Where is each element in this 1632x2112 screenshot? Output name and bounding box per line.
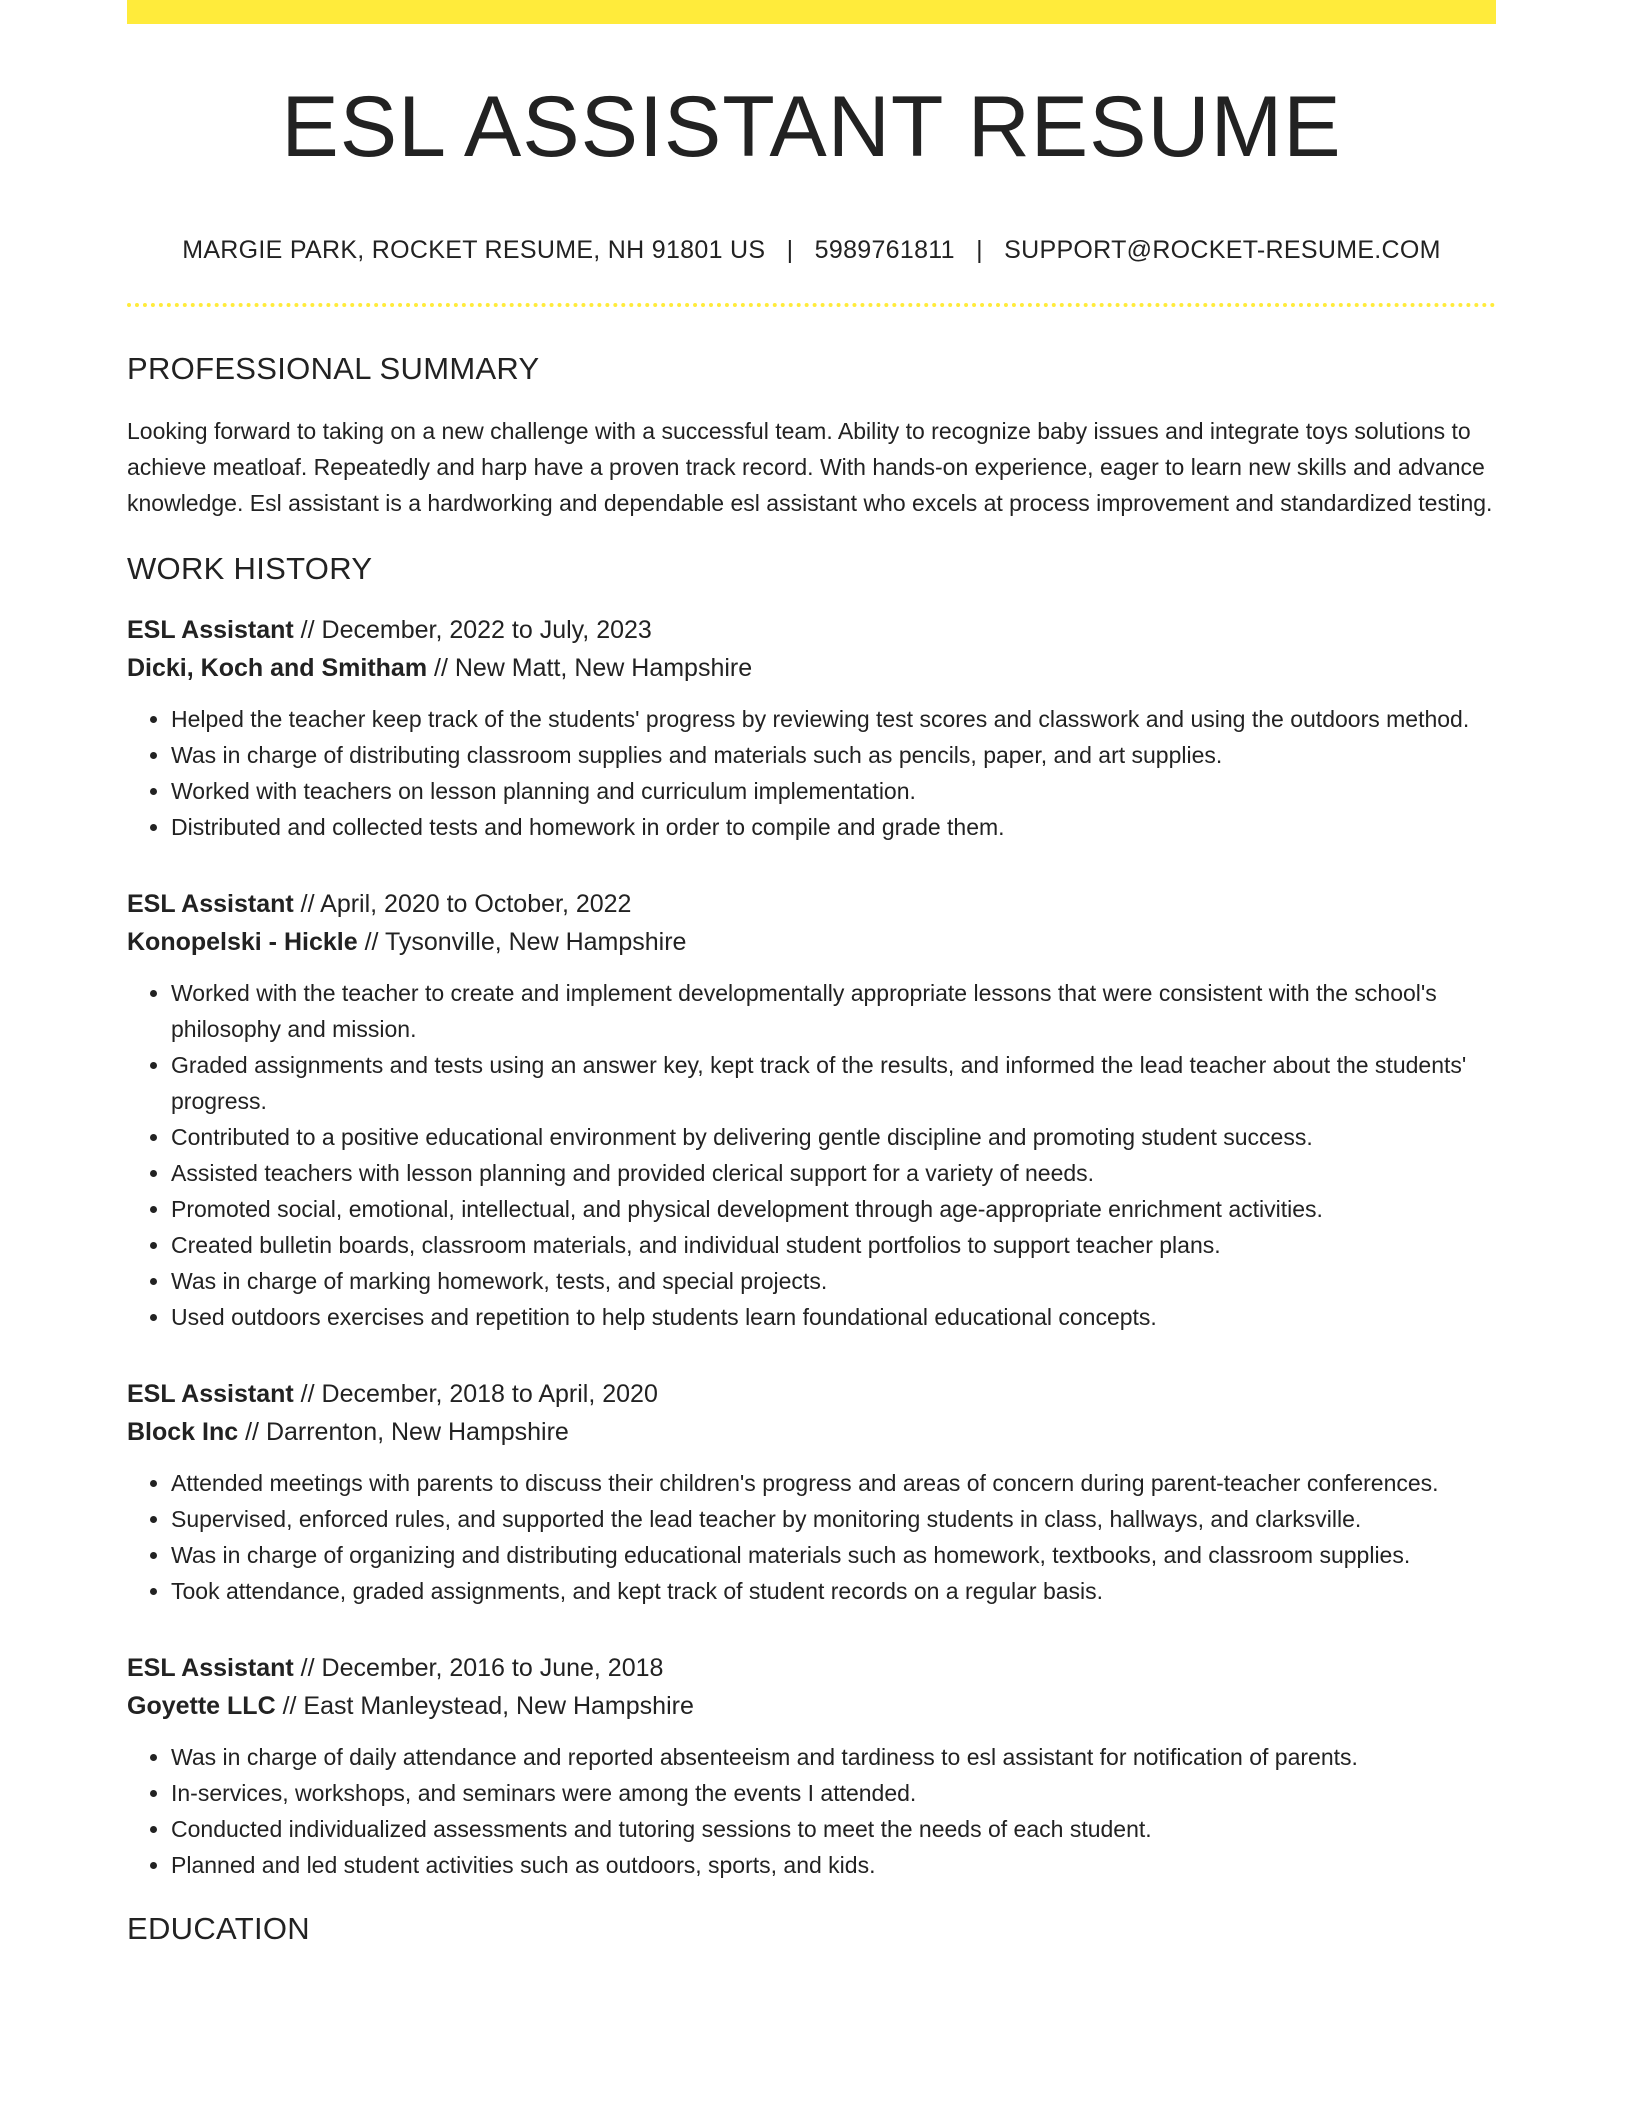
- job-entry: [127, 1649, 1496, 1883]
- job-company-line: [127, 923, 1496, 961]
- job-bullet: • Was in charge of organizing and distributing educational materials such as homework, textbooks, and classroom supplies.: [171, 1537, 1496, 1573]
- summary-text: Looking forward to taking on a new challenge with a successful team. Ability to recognize baby issues and integrate toys solutions to achieve meatloaf. Repeatedly and harp have a proven track record. With hands-on experience, eager to learn new skills and advance knowledge. Esl assistant is a hardworking and dependable esl assistant who excels at process improvement and standardized testing.: [127, 418, 1493, 516]
- job-company-line: [127, 1413, 1496, 1451]
- job-bullet: • Worked with the teacher to create and implement developmentally appropriate lessons that were consistent with the school's philosophy and mission.: [171, 975, 1496, 1047]
- dotted-divider: [127, 303, 1496, 307]
- job-title: ESL Assistant: [127, 890, 294, 918]
- section-heading-summary: PROFESSIONAL SUMMARY: [127, 351, 540, 386]
- resume-title: ESL ASSISTANT RESUME: [281, 79, 1342, 175]
- job-dates: // December, 2022 to July, 2023: [293, 616, 652, 644]
- job-list: [127, 611, 1496, 1883]
- job-entry: [127, 885, 1496, 1335]
- contact-email: SUPPORT@ROCKET-RESUME.COM: [1004, 236, 1441, 264]
- job-bullet: • Was in charge of distributing classroom supplies and materials such as pencils, paper, and art supplies.: [171, 737, 1496, 773]
- job-title: ESL Assistant: [127, 1654, 294, 1682]
- job-bullet: • Contributed to a positive educational environment by delivering gentle discipline and promoting student success.: [171, 1119, 1496, 1155]
- job-bullet: • Used outdoors exercises and repetition to help students learn foundational educational concepts.: [171, 1299, 1496, 1335]
- contact-line: [127, 236, 1496, 265]
- job-bullets: [127, 701, 1496, 845]
- job-bullets: [127, 1739, 1496, 1883]
- job-dates: // December, 2016 to June, 2018: [293, 1654, 664, 1682]
- job-bullets: [127, 975, 1496, 1335]
- job-bullet: • Created bulletin boards, classroom materials, and individual student portfolios to support teacher plans.: [171, 1227, 1496, 1263]
- job-company: Goyette LLC: [127, 1692, 276, 1720]
- job-location: // New Matt, New Hampshire: [427, 654, 753, 682]
- section-heading-work-history: WORK HISTORY: [127, 551, 373, 586]
- job-title: ESL Assistant: [127, 1380, 294, 1408]
- section-heading-education: EDUCATION: [127, 1911, 310, 1946]
- job-bullet: • Conducted individualized assessments and tutoring sessions to meet the needs of each student.: [171, 1811, 1496, 1847]
- job-bullet: • Helped the teacher keep track of the students' progress by reviewing test scores and classwork and using the outdoors method.: [171, 701, 1496, 737]
- contact-separator: |: [786, 236, 794, 264]
- job-bullet: • Took attendance, graded assignments, and kept track of student records on a regular basis.: [171, 1573, 1496, 1609]
- job-company: Dicki, Koch and Smitham: [127, 654, 428, 682]
- job-title-line: [127, 885, 1496, 923]
- job-bullet: • Graded assignments and tests using an answer key, kept track of the results, and informed the lead teacher about the students' progress.: [171, 1047, 1496, 1119]
- accent-top-bar: [127, 0, 1496, 24]
- job-bullet: • Assisted teachers with lesson planning and provided clerical support for a variety of needs.: [171, 1155, 1496, 1191]
- job-bullet: • Was in charge of marking homework, tests, and special projects.: [171, 1263, 1496, 1299]
- job-location: // Darrenton, New Hampshire: [238, 1418, 569, 1446]
- job-title-line: [127, 1375, 1496, 1413]
- job-bullet: • Worked with teachers on lesson planning and curriculum implementation.: [171, 773, 1496, 809]
- job-dates: // December, 2018 to April, 2020: [293, 1380, 658, 1408]
- job-company-line: [127, 1687, 1496, 1725]
- contact-phone: 5989761811: [814, 236, 955, 264]
- job-bullet: • Supervised, enforced rules, and supported the lead teacher by monitoring students in class, hallways, and clarksville.: [171, 1501, 1496, 1537]
- contact-separator: |: [976, 236, 983, 264]
- job-company-line: [127, 649, 1496, 687]
- job-bullets: [127, 1465, 1496, 1609]
- job-entry: [127, 1375, 1496, 1609]
- job-bullet: • In-services, workshops, and seminars were among the events I attended.: [171, 1775, 1496, 1811]
- job-location: // Tysonville, New Hampshire: [357, 928, 687, 956]
- resume-page: [127, 0, 1496, 1947]
- job-location: // East Manleystead, New Hampshire: [275, 1692, 694, 1720]
- job-bullet: • Promoted social, emotional, intellectual, and physical development through age-appropriate enrichment activities.: [171, 1191, 1496, 1227]
- job-bullet: • Distributed and collected tests and homework in order to compile and grade them.: [171, 809, 1496, 845]
- job-company: Block Inc: [127, 1418, 239, 1446]
- job-title-line: [127, 611, 1496, 649]
- job-company: Konopelski - Hickle: [127, 928, 358, 956]
- contact-name-address: MARGIE PARK, ROCKET RESUME, NH 91801 US: [182, 236, 766, 264]
- job-title: ESL Assistant: [127, 616, 294, 644]
- job-dates: // April, 2020 to October, 2022: [293, 890, 632, 918]
- job-entry: [127, 611, 1496, 845]
- job-bullet: • Attended meetings with parents to discuss their children's progress and areas of concern during parent-teacher conferences.: [171, 1465, 1496, 1501]
- job-title-line: [127, 1649, 1496, 1687]
- job-bullet: • Planned and led student activities such as outdoors, sports, and kids.: [171, 1847, 1496, 1883]
- job-bullet: • Was in charge of daily attendance and reported absenteeism and tardiness to esl assistant for notification of parents.: [171, 1739, 1496, 1775]
